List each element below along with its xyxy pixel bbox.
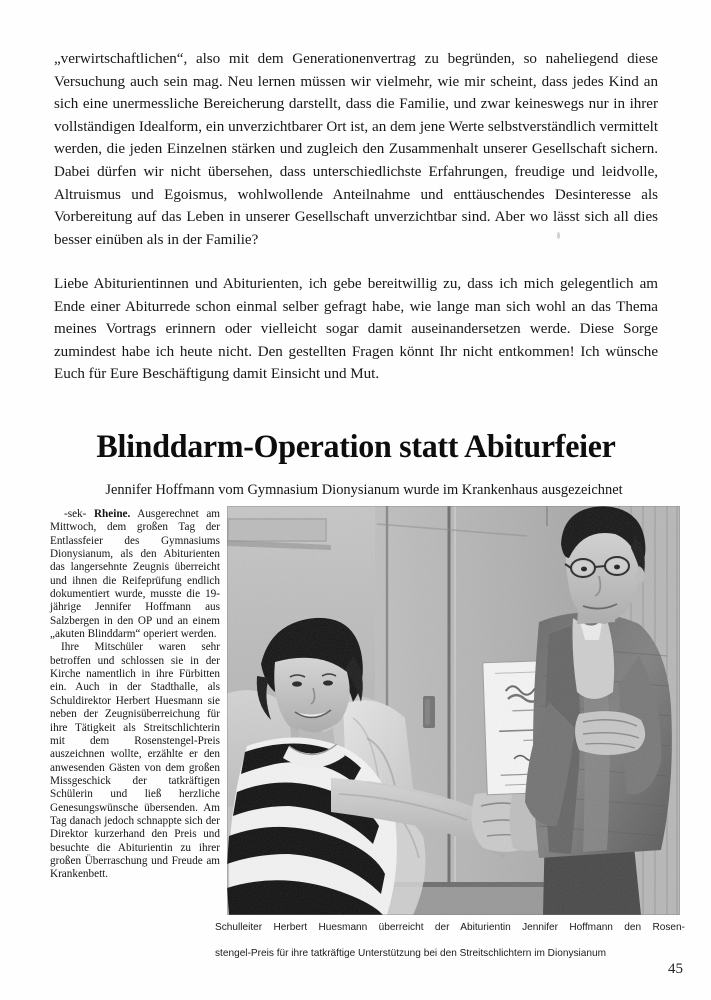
- article-lead-text: Ausgerechnet am Mittwoch, dem großen Tag der Entlassfeier des Gymnasiums Dionysianum, als den Abiturienten das langersehnte Zeugnis überreicht und ihnen die Reifeprüfung endlich dokumentiert wurde, musste die 19-jährige Jennifer Hoffmann aus Salzbergen in den OP und an einem „akuten Blinddarm“ operiert werden.: [50, 508, 221, 641]
- scan-artifact-speck: [557, 232, 560, 239]
- speech-body: [54, 48, 658, 385]
- article-text-column: [50, 508, 220, 882]
- article-subheadline: Jennifer Hoffmann vom Gymnasium Dionysianum wurde im Krankenhaus ausgezeichnet: [105, 482, 623, 498]
- speech-paragraph-2: Liebe Abiturientinnen und Abiturienten, ich gebe bereitwillig zu, dass ich mich gelegentlich am Ende einer Abiturrede schon einmal selber gefragt habe, wie lange man sich wohl an das Thema meines Vortrags erinnern oder vielleicht sogar damit auseinandersetzen werde. Diese Sorge zumindest habe ich heute nicht. Den gestellten Fragen könnt Ihr nicht entkommen! Ich wünsche Euch für Eure Beschäftigung damit Einsicht und Mut.: [54, 276, 658, 382]
- photo-caption-line-1: Schulleiter Herbert Huesmann überreicht der Abiturientin Jennifer Hoffmann den Rosen-: [215, 922, 685, 933]
- article-photograph: [227, 506, 680, 915]
- article-kicker: -sek-: [64, 508, 87, 520]
- article-headline: Blinddarm-Operation statt Abiturfeier: [96, 429, 616, 465]
- article-dateline: Rheine.: [93, 508, 131, 520]
- page-number: 45: [668, 961, 683, 977]
- photo-caption-line-2: stengel-Preis für ihre tatkräftige Unterstützung bei den Streitschlichtern im Dionysianum: [215, 948, 607, 960]
- photograph-artwork: [227, 506, 680, 915]
- photo-caption: [215, 921, 685, 961]
- article-body-paragraph: Ihre Mitschüler waren sehr betroffen und schlossen sie in der Kirche namentlich in ihre Fürbitten ein. Auch in der Stadthalle, als Schuldirektor Herbert Huesmann sie neben der Zeugnisüberreichung für ihre Tätigkeit als Streitschlichterin mit dem Rosenstengel-Preis auszeichnen wollte, erzählte er den anwesenden Gästen von dem großen Missgeschick der tatkräftigen Schülerin und ließ herzliche Genesungswünsche übersenden. Am Tag danach jedoch schnappte sich der Direktor kurzerhand den Preis und besuchte die Abiturientin zu ihrer großen Überraschung und Freude am Krankenbett.: [50, 641, 220, 881]
- article-lead-paragraph: [50, 508, 220, 641]
- speech-paragraph-1: „verwirtschaftlichen“, also mit dem Generationenvertrag zu begründen, so naheliegend diese Versuchung auch sein mag. Neu lernen müssen wir vielmehr, wie mir scheint, dass jedes Kind an sich eine unermessliche Bereicherung darstellt, dass die Familie, und zwar keineswegs nur in ihrer vollständigen Idealform, ein unverzichtbarer Ort ist, an dem jene Werte selbstverständlich vermittelt werden, die jeden Einzelnen stärken und zugleich den Zusammenhalt unserer Gesellschaft sichern. Dabei dürfen wir nicht übersehen, dass unterschiedlichste Erfahrungen, freudige und leidvolle, Altruismus und Egoismus, wohlwollende Anteilnahme und enttäuschendes Desinteresse als Vorbereitung auf das Leben in unserer Gesellschaft unverzichtbar sind. Aber wo lässt sich all dies besser einüben als in der Familie?: [54, 51, 658, 248]
